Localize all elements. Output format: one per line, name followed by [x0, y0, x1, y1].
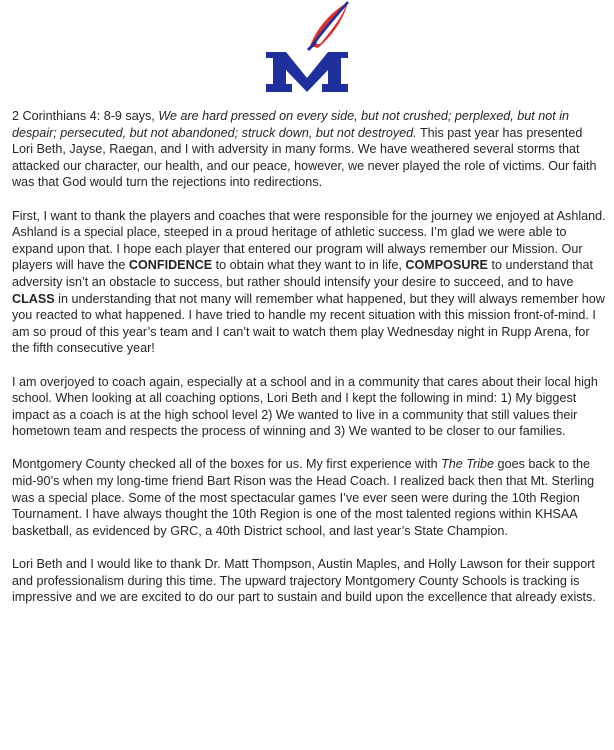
paragraph-3: I am overjoyed to coach again, especially at a school and in a community that cares about their local high school. When looking at all coaching options, Lori Beth and I kept the following in mind: 1) My biggest impact as a coach is at the high school level 2) We wanted to live in a community that still values their hometown team and respects the process of winning and 3) We wanted to be closer to our families.: [12, 374, 598, 439]
paragraph-1: 2 Corinthians 4: 8-9 says, We are hard pressed on every side, but not crushed; perplexed, but not in despair; persecuted, but not abandoned; struck down, but not destroyed. This past year has presented Lori Beth, Jayse, Raegan, and I with adversity in many forms. We have weathered several storms that attacked our character, our health, and our peace, however, we never played the role of victims. Our faith was that God would turn the rejections into redirections.: [12, 109, 597, 190]
scripture-verse: We are hard pressed on every side, but not crushed; perplexed, but not in despair; persecuted, but not abandoned; struck down, but not destroyed.: [12, 109, 570, 140]
paragraph-5: Lori Beth and I would like to thank Dr. Matt Thompson, Austin Maples, and Holly Lawson for their support and professionalism during this time. The upward trajectory Montgomery County Schools is tracking is impressive and we are excited to do our part to sustain and build upon the excellence that already exists.: [12, 557, 596, 605]
keyword-confidence: CONFIDENCE: [128, 258, 213, 273]
montgomery-county-m-feather-logo: [264, 0, 350, 94]
the-tribe-text: The Tribe: [441, 457, 495, 472]
letter-body: [12, 108, 606, 622]
paragraph-4: Montgomery County checked all of the boxes for us. My first experience with The Tribe goes back to the mid-90’s when my long-time friend Bart Rison was the Head Coach. I realized back then that Mt. Sterling was a special place. Some of the most spectacular games I’ve ever seen were during the 10th Region Tournament. I have always thought the 10th Region is one of the most talented regions within KHSAA basketball, as evidenced by GRC, a 40th District school, and last year’s State Champion.: [12, 457, 595, 538]
keyword-class: CLASS: [12, 291, 55, 306]
paragraph-2: First, I want to thank the players and coaches that were responsible for the journey we enjoyed at Ashland. Ashland is a special place, steeped in a proud heritage of athletic success. I’m glad we were able to expand upon that. I hope each player that entered our program will always remember our Mission. Our players will have the CONFIDENCE to obtain what they want to in life, COMPOSURE to understand that adversity isn’t an obstacle to success, but rather should intensify your desire to succeed, and to have CLASS in understanding that not many will remember what happened, but they will always remember how you reacted to what happened. I have tried to handle my recent situation with this mission front-of-mind. I am so proud of this year’s team and I can’t wait to watch them play Wednesday night in Rupp Arena, for the fifth consecutive year!: [12, 208, 606, 356]
feather-icon: [308, 2, 348, 50]
m-letter-icon: [266, 52, 348, 92]
keyword-composure: COMPOSURE: [405, 258, 488, 273]
